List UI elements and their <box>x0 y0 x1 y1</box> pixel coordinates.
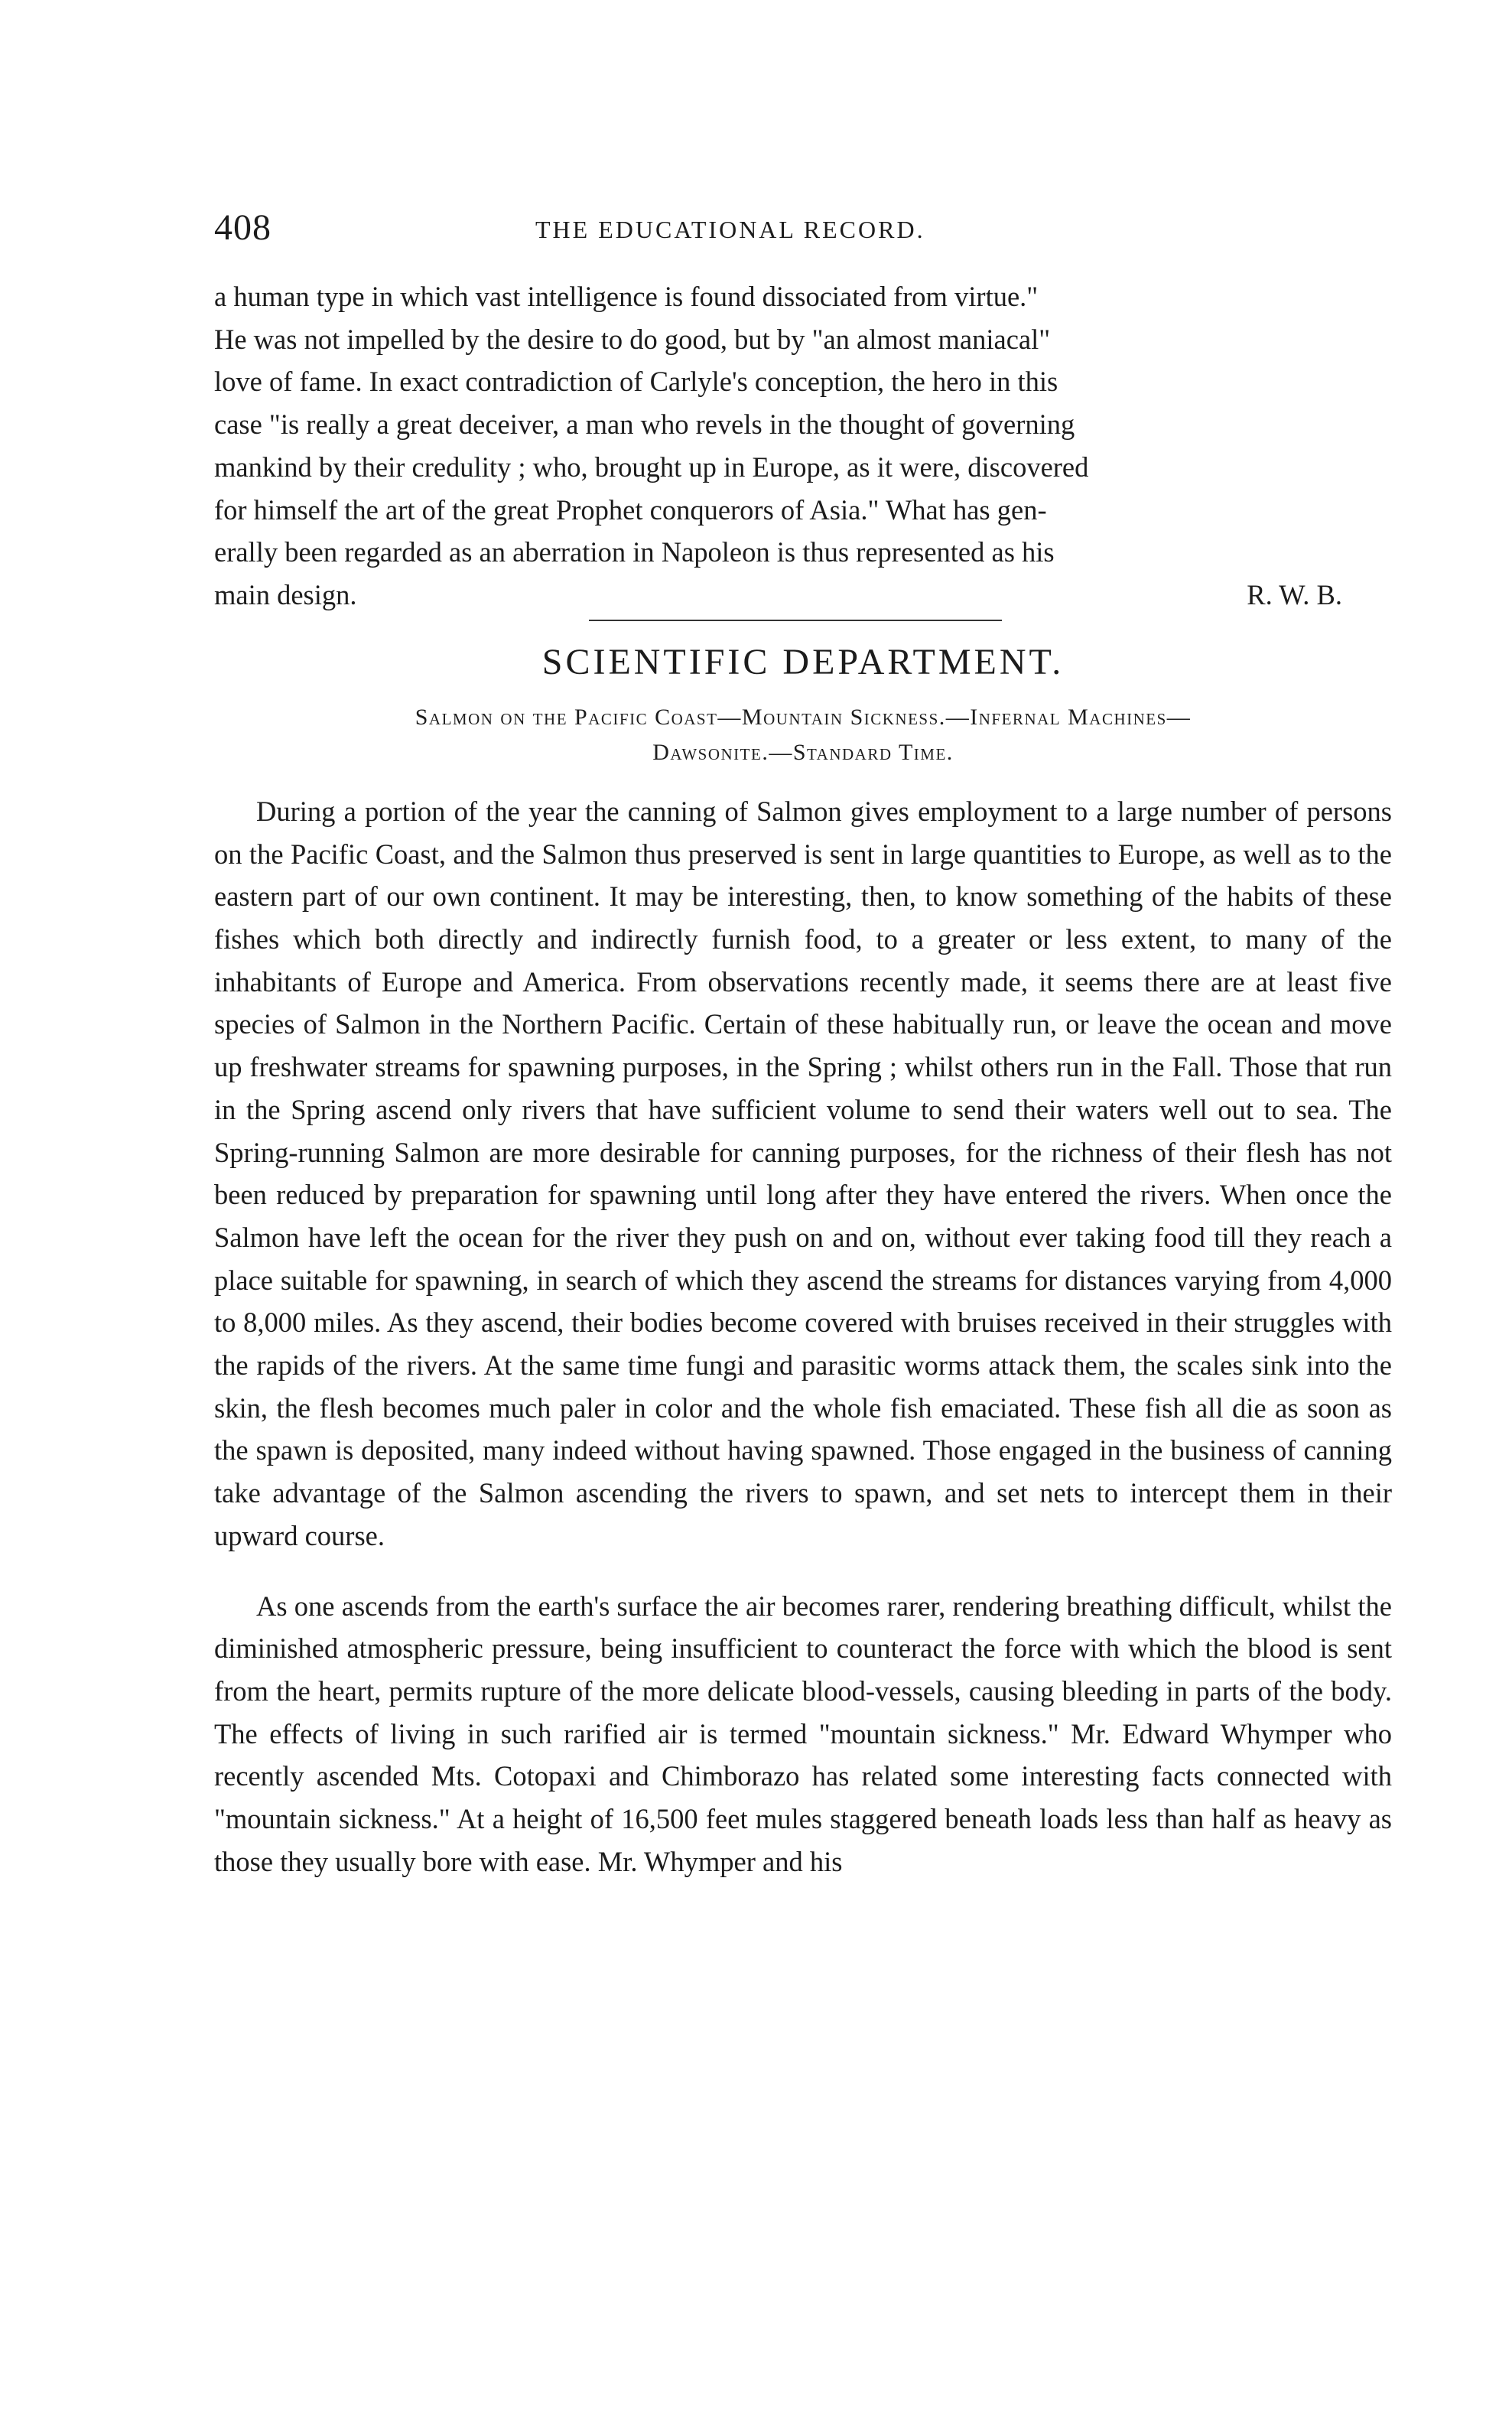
article-line: a human type in which vast intelligence is found dissociated from virtue." <box>214 281 1039 312</box>
article-final-line <box>214 574 1392 617</box>
topics-line: Dawsonite.—Standard Time. <box>652 739 954 765</box>
article-line: for himself the art of the great Prophet conquerors of Asia." What has gen- <box>214 493 1047 526</box>
journal-title: THE EDUCATIONAL RECORD. <box>535 216 925 243</box>
section-divider <box>589 620 1002 621</box>
salmon-paragraph: During a portion of the year the canning of Salmon gives employment to a large number of persons on the Pacific Coast, and the Salmon thus preserved is sent in large quantities to Europe, as well as to the eastern part of our own continent. It may be interesting, then, to know something of the habits of these fishes which both directly and indirectly furnish food, to a greater or less extent, to many of the inhabitants of Europe and America. From observations recently made, it seems there are at least five species of Salmon in the Northern Pacific. Certain of these habitually run, or leave the ocean and move up freshwater streams for spawning purposes, in the Spring ; whilst others run in the Fall. Those that run in the Spring ascend only rivers that have sufficient volume to send their waters well out to sea. The Spring-running Salmon are more desirable for canning purposes, for the richness of their flesh has not been reduced by preparation for spawning until long after they have entered the rivers. When once the Salmon have left the ocean for the river they push on and on, without ever taking food till they reach a place suitable for spawning, in search of which they ascend the streams for distances varying from 4,000 to 8,000 miles. As they ascend, their bodies become covered with bruises received in their struggles with the rapids of the rivers. At the same time fungi and parasitic worms attack them, the scales sink into the skin, the flesh becomes much paler in color and the whole fish emaciated. These fish all die as soon as the spawn is deposited, many indeed without having spawned. Those engaged in the business of canning take advantage of the Salmon ascending the rivers to spawn, and set nets to intercept them in their upward course. <box>214 795 1392 1551</box>
article-ending <box>214 275 1392 617</box>
article-line: mankind by their credulity ; who, brought up in Europe, as it were, discovered <box>214 451 1089 483</box>
article-line: He was not impelled by the desire to do good, but by "an almost maniacal" <box>214 323 1051 355</box>
article-line: love of fame. In exact contradiction of Carlyle's conception, the hero in this <box>214 366 1058 398</box>
book-page <box>214 207 1392 1883</box>
running-head <box>214 207 1392 275</box>
mountain-sickness-paragraph: As one ascends from the earth's surface the air becomes rarer, rendering breathing difficult, whilst the diminished atmospheric pressure, being insufficient to counteract the force with which the blood is sent from the heart, permits rupture of the more delicate blood-vessels, causing bleeding in parts of the body. The effects of living in such rarified air is termed "mountain sickness." Mr. Edward Whymper who recently ascended Mts. Cotopaxi and Chimborazo has related some interesting facts connected with "mountain sickness." At a height of 16,500 feet mules staggered beneath loads less than half as heavy as those they usually bore with ease. Mr. Whymper and his <box>214 1590 1392 1877</box>
article-last-words: main design. <box>214 578 357 610</box>
topics-line: Salmon on the Pacific Coast—Mountain Sickness.—Infernal Machines— <box>415 704 1192 730</box>
author-signature: R. W. B. <box>1247 578 1342 610</box>
paragraph-gap <box>214 1557 1392 1585</box>
article-line: erally been regarded as an aberration in Napoleon is thus represented as his <box>214 536 1055 568</box>
page-number: 408 <box>214 207 272 248</box>
section-topics <box>214 700 1392 770</box>
section-title: SCIENTIFIC DEPARTMENT. <box>541 641 1065 682</box>
article-line: case "is really a great deceiver, a man who revels in the thought of governing <box>214 408 1075 441</box>
